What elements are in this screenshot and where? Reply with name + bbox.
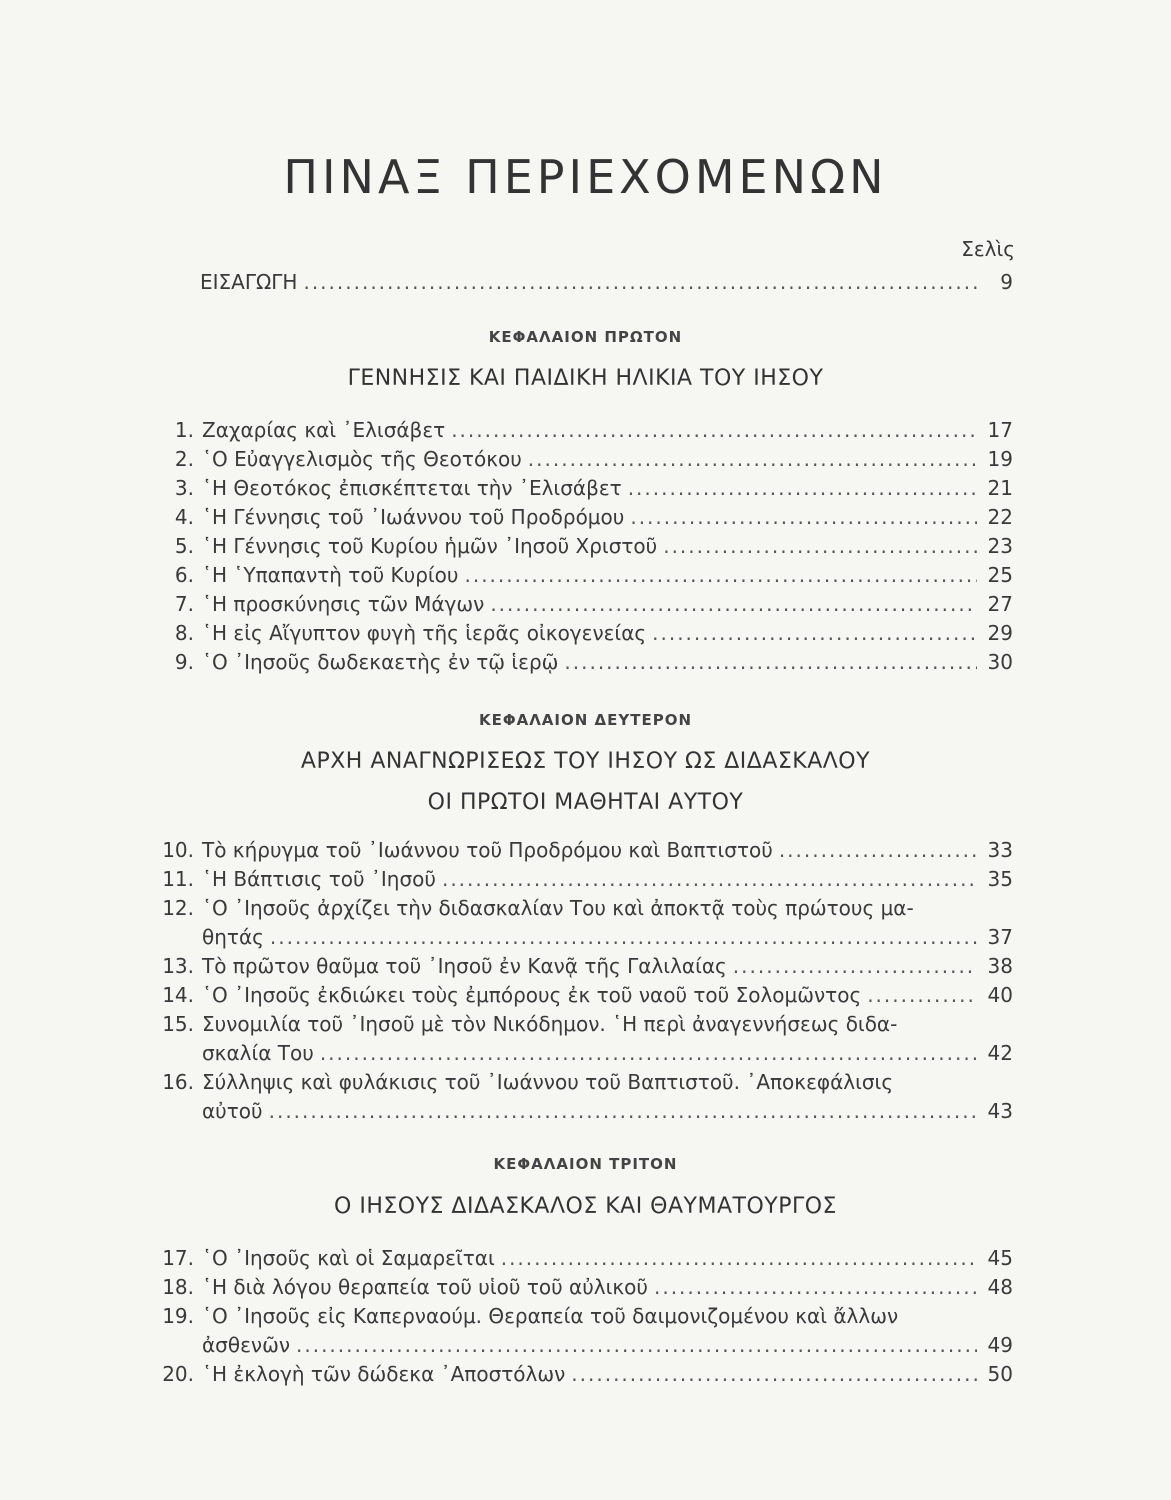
entry-page: 48	[987, 1275, 1013, 1299]
toc-entry	[150, 1304, 1013, 1362]
entry-text: Τὸ πρῶτον θαῦμα τοῦ ᾿Ιησοῦ ἐν Κανᾷ τῆς Γαλιλαίας	[202, 954, 727, 978]
entry-page: 42	[987, 1041, 1013, 1065]
entry-text: Σύλληψις καὶ φυλάκισις τοῦ ᾿Ιωάννου τοῦ Βαπτιστοῦ. ᾿Αποκεφάλισις	[202, 1070, 894, 1094]
entry-line	[150, 1246, 1013, 1275]
leader-dots	[303, 270, 977, 294]
leader-dots	[501, 1246, 977, 1270]
leader-dots	[296, 1333, 977, 1357]
toc-entry	[150, 1246, 1013, 1275]
entry-number: 17.	[162, 1246, 194, 1270]
toc-entry	[150, 983, 1013, 1012]
toc-entry	[150, 476, 1013, 505]
entry-number: 6.	[174, 563, 194, 587]
entry-number: 15.	[162, 1012, 194, 1036]
toc-entry	[150, 1070, 1013, 1128]
entry-number: 14.	[162, 983, 194, 1007]
entry-page: 21	[987, 476, 1013, 500]
entry-text: ῾Η Θεοτόκος ἐπισκέπτεται τὴν ᾿Ελισάβετ	[202, 476, 622, 500]
leader-dots	[270, 925, 977, 949]
entry-page: 35	[987, 867, 1013, 891]
leader-dots	[779, 838, 977, 862]
entry-text: ῾Η Γέννησις τοῦ Κυρίου ἡμῶν ᾿Ιησοῦ Χριστοῦ	[202, 534, 658, 558]
entry-number: 9.	[174, 650, 194, 674]
entry-page: 49	[987, 1333, 1013, 1357]
leader-dots	[490, 592, 977, 616]
toc-entry	[150, 838, 1013, 867]
chapter-title: ΓΕΝΝΗΣΙΣ ΚΑΙ ΠΑΙΔΙΚΗ ΗΛΙΚΙΑ ΤΟΥ ΙΗΣΟΥ	[347, 366, 824, 391]
chapter-label: ΚΕΦΑΛΑΙΟΝ ΔΕΥΤΕΡΟΝ	[478, 711, 693, 729]
entry-page: 19	[987, 447, 1013, 471]
entry-text: ῾Η προσκύνησις τῶν Μάγων	[202, 592, 485, 616]
entry-page: 23	[987, 534, 1013, 558]
toc-entry	[150, 563, 1013, 592]
toc-entry	[150, 447, 1013, 476]
entry-number: 13.	[162, 954, 194, 978]
entry-number: 10.	[162, 838, 194, 862]
entry-line	[150, 621, 1013, 650]
entry-number: 1.	[174, 418, 194, 442]
leader-dots	[451, 418, 977, 442]
entry-number: 4.	[174, 505, 194, 529]
entry-number: 19.	[162, 1304, 194, 1328]
entry-page: 22	[987, 505, 1013, 529]
leader-dots	[652, 621, 977, 645]
entry-page: 29	[987, 621, 1013, 645]
entry-number: 5.	[174, 534, 194, 558]
toc-entry	[150, 896, 1013, 954]
entry-line	[150, 592, 1013, 621]
leader-dots	[464, 563, 977, 587]
leader-dots	[630, 505, 977, 529]
entry-line	[150, 534, 1013, 563]
entry-text: ῾Ο ᾿Ιησοῦς καὶ οἱ Σαμαρεῖται	[202, 1246, 495, 1270]
entry-text: ῾Η Γέννησις τοῦ ᾿Ιωάννου τοῦ Προδρόμου	[202, 505, 625, 529]
toc-entry	[150, 418, 1013, 447]
entry-line	[150, 1362, 1013, 1391]
leader-dots	[564, 650, 977, 674]
entry-number: 3.	[174, 476, 194, 500]
entry-number: 20.	[162, 1362, 194, 1386]
entry-number: 16.	[162, 1070, 194, 1094]
entry-text: Ζαχαρίας καὶ ᾿Ελισάβετ	[202, 418, 446, 442]
entry-line	[150, 447, 1013, 476]
entry-line	[150, 1041, 1013, 1070]
entry-text: ῾Η Βάπτισις τοῦ ᾿Ιησοῦ	[202, 867, 436, 891]
chapter-subtitle: ΟΙ ΠΡΩΤΟΙ ΜΑΘΗΤΑΙ ΑΥΤΟΥ	[427, 790, 744, 815]
entry-text: ῾Η ῾Υπαπαντὴ τοῦ Κυρίου	[202, 563, 459, 587]
entry-page: 38	[987, 954, 1013, 978]
entry-number: 12.	[162, 896, 194, 920]
entry-page: 33	[987, 838, 1013, 862]
chapter-title: Ο ΙΗΣΟΥΣ ΔΙΔΑΣΚΑΛΟΣ ΚΑΙ ΘΑΥΜΑΤΟΥΡΓΟΣ	[334, 1194, 837, 1219]
toc-entry	[150, 534, 1013, 563]
leader-dots	[571, 1362, 977, 1386]
entry-line	[150, 476, 1013, 505]
entry-line	[150, 983, 1013, 1012]
entry-text: ῾Ο ᾿Ιησοῦς δωδεκαετὴς ἐν τῷ ἱερῷ	[202, 650, 559, 674]
entry-line	[150, 1070, 1013, 1099]
leader-dots	[442, 867, 977, 891]
intro-page: 9	[1000, 270, 1013, 294]
leader-dots	[733, 954, 977, 978]
entry-text: θητάς	[202, 925, 264, 949]
chapter-label: ΚΕΦΑΛΑΙΟΝ ΤΡΙΤΟΝ	[493, 1155, 678, 1173]
leader-dots	[663, 534, 977, 558]
entry-line	[150, 650, 1013, 679]
entry-page: 25	[987, 563, 1013, 587]
entry-line	[150, 1304, 1013, 1333]
entry-line	[150, 1099, 1013, 1128]
entry-number: 8.	[174, 621, 194, 645]
entry-line	[150, 925, 1013, 954]
toc-entry	[150, 954, 1013, 983]
entry-page: 37	[987, 925, 1013, 949]
entry-text: ῾Η εἰς Αἴγυπτον φυγὴ τῆς ἱερᾶς οἰκογενείας	[202, 621, 647, 645]
entry-text: ῾Ο ᾿Ιησοῦς εἰς Καπερναούμ. Θεραπεία τοῦ δαιμονιζομένου καὶ ἄλλων	[202, 1304, 899, 1328]
toc-entry	[150, 592, 1013, 621]
entry-line	[150, 1333, 1013, 1362]
leader-dots	[269, 1099, 977, 1123]
entry-number: 11.	[162, 867, 194, 891]
entry-page: 43	[987, 1099, 1013, 1123]
entry-text: ἀσθενῶν	[202, 1333, 290, 1357]
entry-page: 27	[987, 592, 1013, 616]
page-column-label: Σελὶς	[961, 237, 1015, 261]
toc-entry	[150, 621, 1013, 650]
entry-line	[150, 954, 1013, 983]
intro-entry	[200, 270, 1013, 294]
entry-text: σκαλία Του	[202, 1041, 314, 1065]
toc-entry	[150, 1012, 1013, 1070]
entry-line	[150, 896, 1013, 925]
toc-entry	[150, 867, 1013, 896]
intro-label: ΕΙΣΑΓΩΓΗ	[200, 270, 298, 294]
toc-entry	[150, 650, 1013, 679]
entry-line	[150, 867, 1013, 896]
entry-text: αὐτοῦ	[202, 1099, 263, 1123]
entry-page: 50	[987, 1362, 1013, 1386]
entry-page: 17	[987, 418, 1013, 442]
entry-line	[150, 563, 1013, 592]
entry-line	[150, 1012, 1013, 1041]
chapter-label: ΚΕΦΑΛΑΙΟΝ ΠΡΩΤΟΝ	[488, 328, 683, 346]
chapter-title: ΑΡΧΗ ΑΝΑΓΝΩΡΙΣΕΩΣ ΤΟΥ ΙΗΣΟΥ ΩΣ ΔΙΔΑΣΚΑΛΟΥ	[300, 749, 871, 774]
toc-entry	[150, 1275, 1013, 1304]
entry-page: 45	[987, 1246, 1013, 1270]
entry-line	[150, 838, 1013, 867]
entry-text: ῾Η διὰ λόγου θεραπεία τοῦ υἱοῦ τοῦ αὐλικοῦ	[202, 1275, 648, 1299]
entry-text: ῾Η ἐκλογὴ τῶν δώδεκα ᾿Αποστόλων	[202, 1362, 566, 1386]
leader-dots	[628, 476, 977, 500]
entry-line	[150, 418, 1013, 447]
entry-text: ῾Ο Εὐαγγελισμὸς τῆς Θεοτόκου	[202, 447, 522, 471]
entry-line	[150, 1275, 1013, 1304]
entry-text: Συνομιλία τοῦ ᾿Ιησοῦ μὲ τὸν Νικόδημον. ῾Η περὶ ἀναγεννήσεως διδα-	[202, 1012, 898, 1036]
toc-entry	[150, 505, 1013, 534]
toc-entry	[150, 1362, 1013, 1391]
entry-text: ῾Ο ᾿Ιησοῦς ἀρχίζει τὴν διδασκαλίαν Του καὶ ἀποκτᾷ τοὺς πρώτους μα-	[202, 896, 914, 920]
leader-dots	[867, 983, 977, 1007]
entry-number: 7.	[174, 592, 194, 616]
leader-dots	[654, 1275, 977, 1299]
entry-text: ῾Ο ᾿Ιησοῦς ἐκδιώκει τοὺς ἐμπόρους ἐκ τοῦ ναοῦ τοῦ Σολομῶντος	[202, 983, 862, 1007]
leader-dots	[320, 1041, 977, 1065]
entry-number: 18.	[162, 1275, 194, 1299]
entry-line	[150, 505, 1013, 534]
page-title: ΠΙΝΑΞ ΠΕΡΙΕΧΟΜΕΝΩΝ	[283, 150, 888, 204]
entry-number: 2.	[174, 447, 194, 471]
entry-text: Τὸ κήρυγμα τοῦ ᾿Ιωάννου τοῦ Προδρόμου καὶ Βαπτιστοῦ	[202, 838, 773, 862]
entry-page: 30	[987, 650, 1013, 674]
entry-page: 40	[987, 983, 1013, 1007]
leader-dots	[528, 447, 977, 471]
